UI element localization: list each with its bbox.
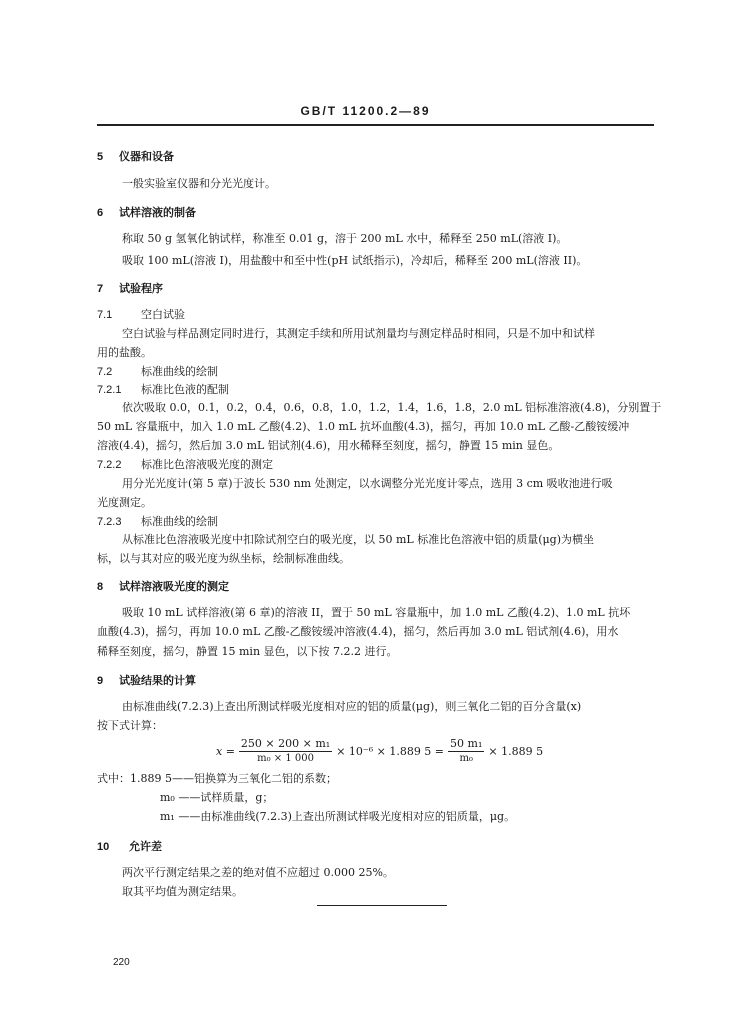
formula-where-line: 式中：1.889 5——铝换算为三氧化二铝的系数；: [97, 772, 337, 785]
fraction-numerator: 250 × 200 × m₁: [240, 736, 331, 750]
subsection-title: 标准比色液的配制: [141, 383, 229, 396]
section-5-paragraph: 一般实验室仪器和分光光度计。: [122, 177, 276, 190]
standard-code-header: GB/T 11200.2—89: [300, 104, 431, 118]
section-number: 6: [97, 207, 104, 219]
subsection-7-2-heading: [97, 365, 218, 379]
paragraph-line: 血酸(4.3)，摇匀，再加 10.0 mL 乙酸-乙酸铵缓冲溶液(4.4)，摇匀，然后再加 3.0 mL 铝试剂(4.6)，用水: [97, 625, 619, 638]
page-number: 220: [113, 957, 130, 968]
paragraph-line: 空白试验与样品测定同时进行，其测定手续和所用试剂量均与测定样品时相同，只是不加中和试样: [122, 327, 595, 340]
section-10-heading: [97, 840, 162, 854]
section-number: 7: [97, 283, 104, 295]
section-5-heading: [97, 150, 174, 164]
section-7-heading: [97, 282, 163, 296]
header-rule: [97, 124, 654, 126]
section-title: 试样溶液的制备: [119, 206, 196, 219]
formula-where-line: m₀ ——试样质量，g；: [160, 791, 274, 804]
paragraph-line: 按下式计算：: [97, 719, 163, 732]
section-10-paragraph-1: 两次平行测定结果之差的绝对值不应超过 0.000 25%。: [122, 866, 394, 879]
section-9-heading: [97, 674, 196, 688]
calculation-formula: [216, 736, 543, 766]
formula-lhs: x =: [216, 744, 235, 758]
paragraph-line: 依次吸取 0.0，0.1，0.2，0.4，0.6，0.8，1.0，1.2，1.4，1.6，1.8，2.0 mL 铝标准溶液(4.8)，分别置于: [122, 401, 662, 414]
end-rule: [317, 905, 447, 906]
subsection-7-2-1-heading: [97, 383, 229, 397]
subsection-7-2-3-heading: [97, 515, 218, 529]
paragraph-line: 用的盐酸。: [97, 346, 152, 359]
subsection-number: 7.1: [97, 309, 113, 321]
section-number: 10: [97, 841, 110, 853]
subsection-title: 空白试验: [141, 308, 185, 321]
section-title: 试验程序: [119, 282, 163, 295]
subsection-number: 7.2: [97, 366, 113, 378]
section-8-heading: [97, 580, 229, 594]
fraction-denominator: m₀ × 1 000: [257, 752, 314, 764]
paragraph-line: 标，以与其对应的吸光度为纵坐标，绘制标准曲线。: [97, 552, 350, 565]
fraction-numerator: 50 m₁: [450, 736, 483, 750]
section-number: 5: [97, 151, 104, 163]
subsection-7-2-2-heading: [97, 458, 273, 472]
paragraph-line: 用分光光度计(第 5 章)于波长 530 nm 处测定，以水调整分光光度计零点，选用 3 cm 吸收池进行吸: [122, 477, 613, 490]
section-title: 试样溶液吸光度的测定: [119, 580, 229, 593]
section-number: 8: [97, 581, 104, 593]
subsection-number: 7.2.3: [97, 516, 122, 528]
paragraph-line: 从标准比色溶液吸光度中扣除试剂空白的吸光度，以 50 mL 标准比色溶液中铝的质量(μg)为横坐: [122, 533, 594, 546]
subsection-number: 7.2.2: [97, 459, 122, 471]
subsection-title: 标准曲线的绘制: [141, 515, 218, 528]
section-title: 试验结果的计算: [119, 674, 196, 687]
section-6-paragraph-1: 称取 50 g 氢氧化钠试样，称准至 0.01 g，溶于 200 mL 水中，稀释至 250 mL(溶液 I)。: [122, 232, 568, 245]
fraction-denominator: m₀: [459, 752, 473, 764]
formula-where-line: m₁ ——由标准曲线(7.2.3)上查出所测试样吸光度相对应的铝质量，μg。: [160, 810, 516, 823]
section-title: 允许差: [129, 840, 162, 853]
paragraph-line: 溶液(4.4)，摇匀，然后加 3.0 mL 铝试剂(4.6)，用水稀释至刻度，摇匀，静置 15 min 显色。: [97, 439, 560, 452]
subsection-title: 标准曲线的绘制: [141, 365, 218, 378]
section-6-heading: [97, 206, 196, 220]
subsection-title: 标准比色溶液吸光度的测定: [141, 458, 273, 471]
subsection-number: 7.2.1: [97, 384, 122, 396]
paragraph-line: 光度测定。: [97, 496, 152, 509]
section-title: 仪器和设备: [119, 150, 174, 163]
formula-fraction-1: [239, 738, 332, 765]
section-10-paragraph-2: 取其平均值为测定结果。: [122, 885, 243, 898]
section-6-paragraph-2: 吸取 100 mL(溶液 I)，用盐酸中和至中性(pH 试纸指示)，冷却后，稀释至 200 mL(溶液 II)。: [122, 254, 588, 267]
paragraph-line: 吸取 10 mL 试样溶液(第 6 章)的溶液 II，置于 50 mL 容量瓶中，加 1.0 mL 乙酸(4.2)、1.0 mL 抗坏: [122, 606, 631, 619]
subsection-7-1-heading: [97, 308, 185, 322]
paragraph-line: 50 mL 容量瓶中，加入 1.0 mL 乙酸(4.2)、1.0 mL 抗坏血酸(4.3)，摇匀，再加 10.0 mL 乙酸-乙酸铵缓冲: [97, 420, 630, 433]
paragraph-line: 稀释至刻度，摇匀，静置 15 min 显色，以下按 7.2.2 进行。: [97, 645, 398, 658]
formula-fraction-2: [448, 738, 484, 765]
formula-tail: × 1.889 5: [488, 744, 544, 758]
section-number: 9: [97, 675, 104, 687]
paragraph-line: 由标准曲线(7.2.3)上查出所测试样吸光度相对应的铝的质量(μg)，则三氧化二铝的百分含量(x): [122, 700, 582, 713]
formula-middle: × 10⁻⁶ × 1.889 5 =: [336, 744, 445, 758]
